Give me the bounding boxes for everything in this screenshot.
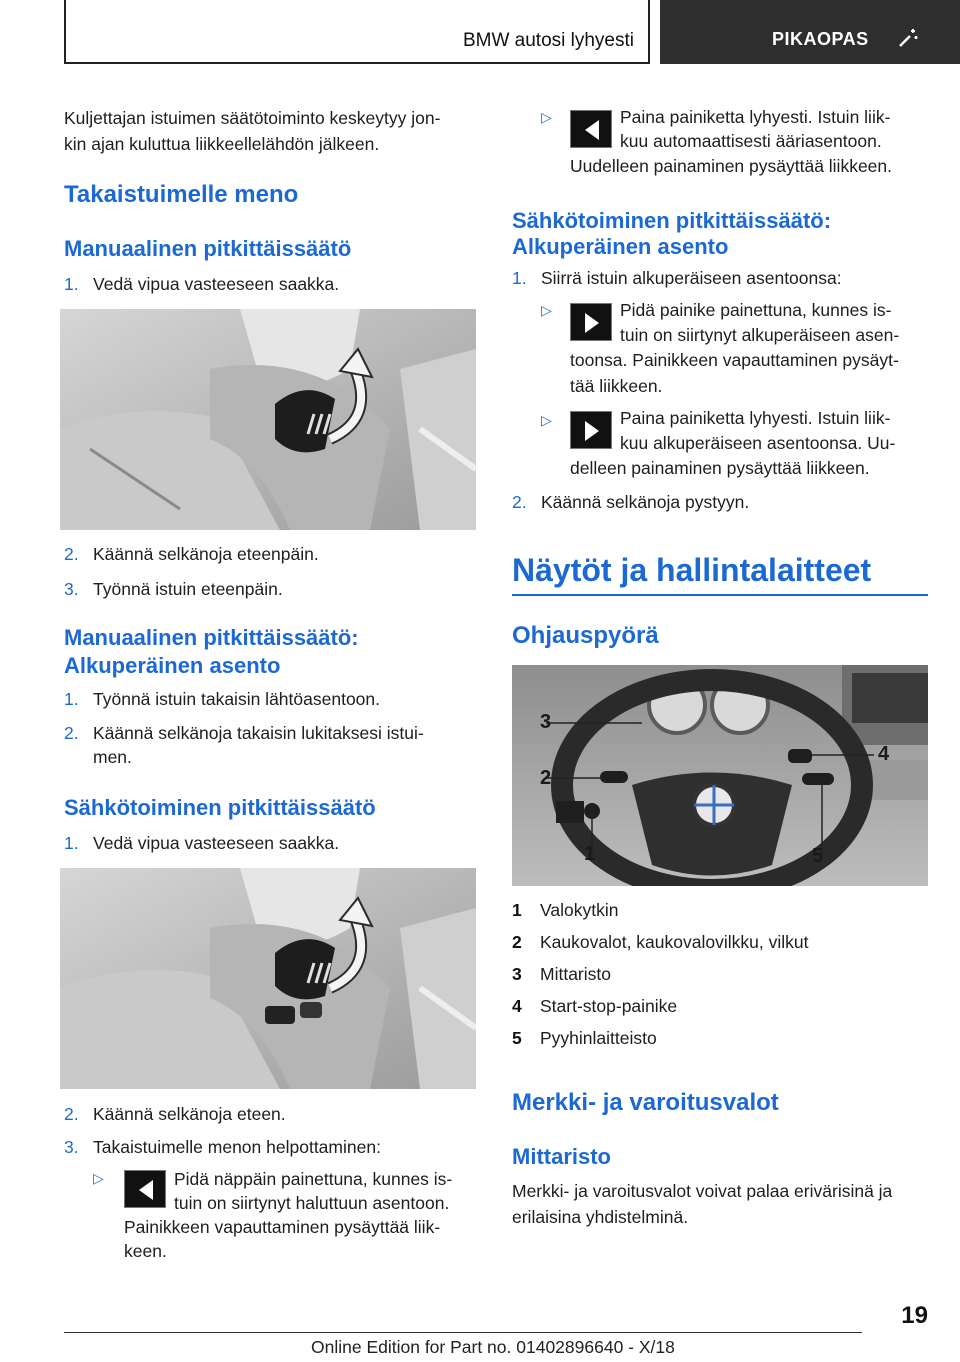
- step-text: Vedä vipua vasteeseen saakka.: [93, 274, 340, 294]
- step-text: Käännä selkänoja pystyyn.: [541, 492, 750, 512]
- header-section-box: [64, 0, 650, 64]
- sub-step-text: kuu alkuperäiseen asentoonsa. Uu-: [620, 433, 896, 453]
- sub-step-text: keen.: [124, 1241, 167, 1261]
- sub-step-text: Painikkeen vapauttaminen pysäyttää liik-: [124, 1217, 441, 1237]
- footer-rule: [64, 1332, 862, 1333]
- callout-1: 1: [584, 843, 596, 865]
- step-number: 3.: [64, 1137, 79, 1157]
- seat-lever-photo: [60, 309, 476, 530]
- page-number: 19: [901, 1302, 928, 1329]
- legend-text: Kaukovalot, kaukovalovilkku, vilkut: [540, 932, 809, 952]
- heading-mittaristo: Mittaristo: [512, 1144, 611, 1169]
- callout-5: 5: [812, 845, 824, 867]
- intro-text-line2: kin ajan kuluttua liikkeellelähdön jälkeen.: [64, 134, 380, 154]
- body-text: Merkki- ja varoitusvalot voivat palaa erivärisinä ja: [512, 1181, 893, 1201]
- legend-text: Pyyhinlaitteisto: [540, 1028, 657, 1048]
- sub-step-text: delleen painaminen pysäyttää liikkeen.: [570, 458, 870, 478]
- bullet-triangle-icon: ▷: [541, 302, 552, 318]
- seat-back-button-icon: [570, 110, 612, 148]
- step-number: 1.: [64, 274, 79, 294]
- heading-merkki-varoitusvalot: Merkki- ja varoitusvalot: [512, 1089, 779, 1116]
- heading-electric-adjust: Sähkötoiminen pitkittäissäätö: [64, 795, 376, 820]
- quickguide-label: PIKAOPAS: [772, 29, 869, 49]
- legend-number: 4: [512, 996, 522, 1016]
- seat-forward-button-icon: [570, 303, 612, 341]
- seat-lever-illustration: [60, 309, 476, 530]
- legend-text: Mittaristo: [540, 964, 611, 984]
- heading-manual-adjust: Manuaalinen pitkittäissäätö: [64, 236, 352, 261]
- chapter-heading-rule: [512, 594, 928, 596]
- footer-edition: Online Edition for Part no. 01402896640 - X/18: [311, 1337, 675, 1357]
- heading-manual-original-2: Alkuperäinen asento: [64, 653, 281, 678]
- chapter-heading: Näytöt ja hallintalaitteet: [512, 552, 872, 588]
- sub-step-text: tuin on siirtynyt haluttuun asentoon.: [174, 1193, 450, 1213]
- step-number: 2.: [64, 723, 79, 743]
- bullet-triangle-icon: ▷: [541, 109, 552, 125]
- heading-takaistuimelle: Takaistuimelle meno: [64, 181, 299, 208]
- section-title: BMW autosi lyhyesti: [462, 30, 634, 51]
- bullet-triangle-icon: ▷: [541, 412, 552, 428]
- sub-step-text: Paina painiketta lyhyesti. Istuin liik-: [620, 408, 891, 428]
- step-number: 2.: [512, 492, 527, 512]
- sub-step-text: toonsa. Painikkeen vapauttaminen pysäyt-: [570, 350, 899, 370]
- step-text: Käännä selkänoja takaisin lukitaksesi istui-: [93, 723, 424, 743]
- sub-step-text: Pidä näppäin painettuna, kunnes is-: [174, 1169, 453, 1189]
- heading-electric-original-1: Sähkötoiminen pitkittäissäätö:: [512, 208, 832, 233]
- step-text: Työnnä istuin eteenpäin.: [93, 579, 283, 599]
- step-text: Takaistuimelle menon helpottaminen:: [93, 1137, 381, 1157]
- heading-electric-original-2: Alkuperäinen asento: [512, 234, 729, 259]
- heading-manual-original-1: Manuaalinen pitkittäissäätö:: [64, 625, 359, 650]
- callout-4: 4: [878, 743, 890, 765]
- steering-wheel-illustration: [512, 665, 928, 886]
- step-text: Käännä selkänoja eteen.: [93, 1104, 286, 1124]
- sub-step-text: Uudelleen painaminen pysäyttää liikkeen.: [570, 156, 893, 176]
- seat-back-button-icon: [124, 1170, 166, 1208]
- seat-forward-button-icon: [570, 411, 612, 449]
- callout-3: 3: [540, 711, 552, 733]
- step-number: 1.: [64, 833, 79, 853]
- seat-electric-illustration: [60, 868, 476, 1089]
- step-number: 2.: [64, 1104, 79, 1124]
- legend-number: 2: [512, 932, 522, 952]
- step-text: Siirrä istuin alkuperäiseen asentoonsa:: [541, 268, 842, 288]
- sub-step-text: tää liikkeen.: [570, 376, 663, 396]
- body-text: erilaisina yhdistelminä.: [512, 1207, 689, 1227]
- legend-text: Start-stop-painike: [540, 996, 678, 1016]
- step-text-cont: men.: [93, 747, 132, 767]
- heading-ohjauspyora: Ohjauspyörä: [512, 622, 659, 649]
- sub-step-text: Pidä painike painettuna, kunnes is-: [620, 300, 892, 320]
- legend-number: 3: [512, 964, 522, 984]
- sub-step-text: kuu automaattisesti ääriasentoon.: [620, 131, 882, 151]
- step-number: 2.: [64, 544, 79, 564]
- intro-text-line1: Kuljettajan istuimen säätötoiminto keskeytyy jon-: [64, 108, 441, 128]
- legend-number: 1: [512, 900, 522, 920]
- sub-step-text: tuin on siirtynyt alkuperäiseen asen-: [620, 325, 900, 345]
- step-text: Käännä selkänoja eteenpäin.: [93, 544, 319, 564]
- legend-text: Valokytkin: [540, 900, 619, 920]
- wand-icon: [896, 26, 920, 50]
- callout-2: 2: [540, 767, 552, 789]
- seat-electric-photo: [60, 868, 476, 1089]
- step-number: 3.: [64, 579, 79, 599]
- header-quickguide-tab[interactable]: [660, 0, 960, 64]
- step-text: Vedä vipua vasteeseen saakka.: [93, 833, 340, 853]
- step-number: 1.: [512, 268, 527, 288]
- step-text: Työnnä istuin takaisin lähtöasentoon.: [93, 689, 380, 709]
- step-number: 1.: [64, 689, 79, 709]
- sub-step-text: Paina painiketta lyhyesti. Istuin liik-: [620, 107, 891, 127]
- legend-number: 5: [512, 1028, 522, 1048]
- bullet-triangle-icon: ▷: [93, 1170, 104, 1186]
- steering-wheel-photo: [512, 665, 928, 886]
